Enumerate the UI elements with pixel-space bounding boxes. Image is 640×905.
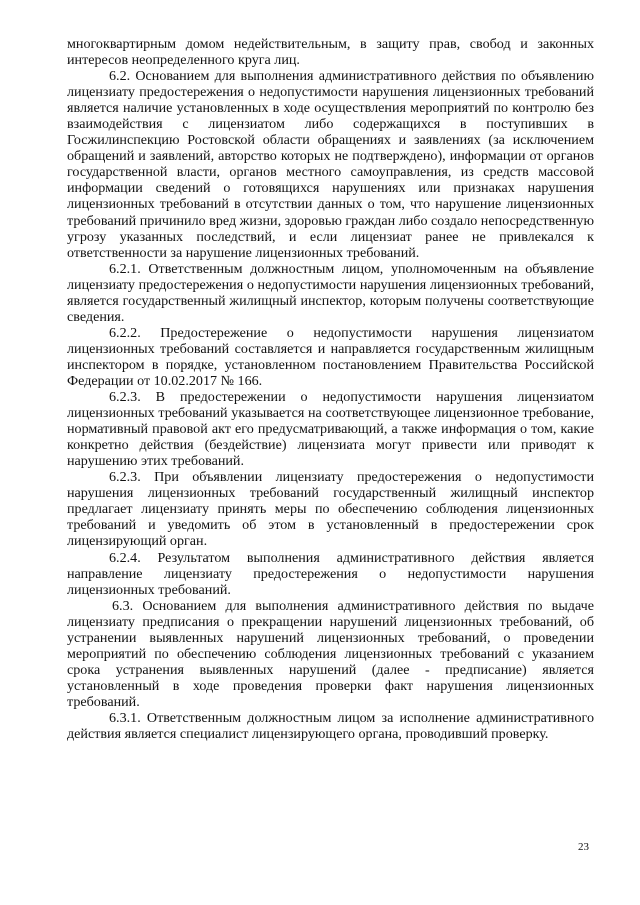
paragraph-6-2-2: 6.2.2. Предостережение о недопустимости нарушения лицензиатом лицензионных требований составляется и направляется государственным жилищным инспектором в порядке, установленном постановлением Правительства Российской Федерации от 10.02.2017 № 166. — [67, 324, 594, 389]
paragraph-6-2-3-a: 6.2.3. В предостережении о недопустимости нарушения лицензиатом лицензионных требований указывается на соответствующее лицензионное требование, нормативный правовой акт его предусматривающий, а также информация о том, какие конкретно действия (бездействие) лицензиата могут привести или приводят к нарушению этих требований. — [67, 389, 594, 470]
paragraph-6-2-3-b: 6.2.3. При объявлении лицензиату предостережения о недопустимости нарушения лицензионных требований государственный жилищный инспектор предлагает лицензиату принять меры по обеспечению соблюдения лицензионных требований и уведомить об этом в установленный в предостережении срок лицензирующий орган. — [67, 469, 594, 550]
page-number: 23 — [578, 841, 589, 853]
paragraph-6-2-1: 6.2.1. Ответственным должностным лицом, уполномоченным на объявление лицензиату предостережения о недопустимости нарушения лицензионных требований, является государственный жилищный инспектор, которым получены соответствующие сведения. — [67, 260, 594, 325]
paragraph-6-2: 6.2. Основанием для выполнения административного действия по объявлению лицензиату предостережения о недопустимости нарушения лицензионных требований является наличие установленных в ходе осуществления мероприятий по контролю без взаимодействия с лицензиатом либо содержащихся в поступивших в Госжилинспекцию Ростовской области обращениях и заявлениях (за исключением обращений и заявлений, авторство которых не подтверждено), информации от органов государственной власти, органов местного самоуправления, из средств массовой информации сведений о готовящихся нарушениях или признаках нарушения лицензионных требований в отсутствии данных о том, что нарушение лицензионных требований причинило вред жизни, здоровью граждан либо создало непосредственную угрозу указанных последствий, и если лицензиат ранее не привлекался к ответственности за нарушение лицензионных требований. — [67, 68, 594, 261]
paragraph-6-3: 6.3. Основанием для выполнения административного действия по выдаче лицензиату предписания о прекращении нарушений лицензионных требований, об устранении выявленных нарушений лицензионных требований, о проведении мероприятий по обеспечению соблюдения лицензионных требований с указанием срока устранения выявленных нарушений (далее - предписание) является установленный в ходе проведения проверки факт нарушения лицензионных требований. — [67, 597, 594, 710]
paragraph-continuation: многоквартирным домом недействительным, в защиту прав, свобод и законных интересов неопределенного круга лиц. — [67, 36, 594, 69]
paragraph-6-2-4: 6.2.4. Результатом выполнения административного действия является направление лицензиату предостережения о недопустимости нарушения лицензионных требований. — [67, 549, 594, 598]
paragraph-6-3-1: 6.3.1. Ответственным должностным лицом за исполнение административного действия является специалист лицензирующего органа, проводивший проверку. — [67, 709, 594, 743]
document-page — [67, 36, 594, 742]
